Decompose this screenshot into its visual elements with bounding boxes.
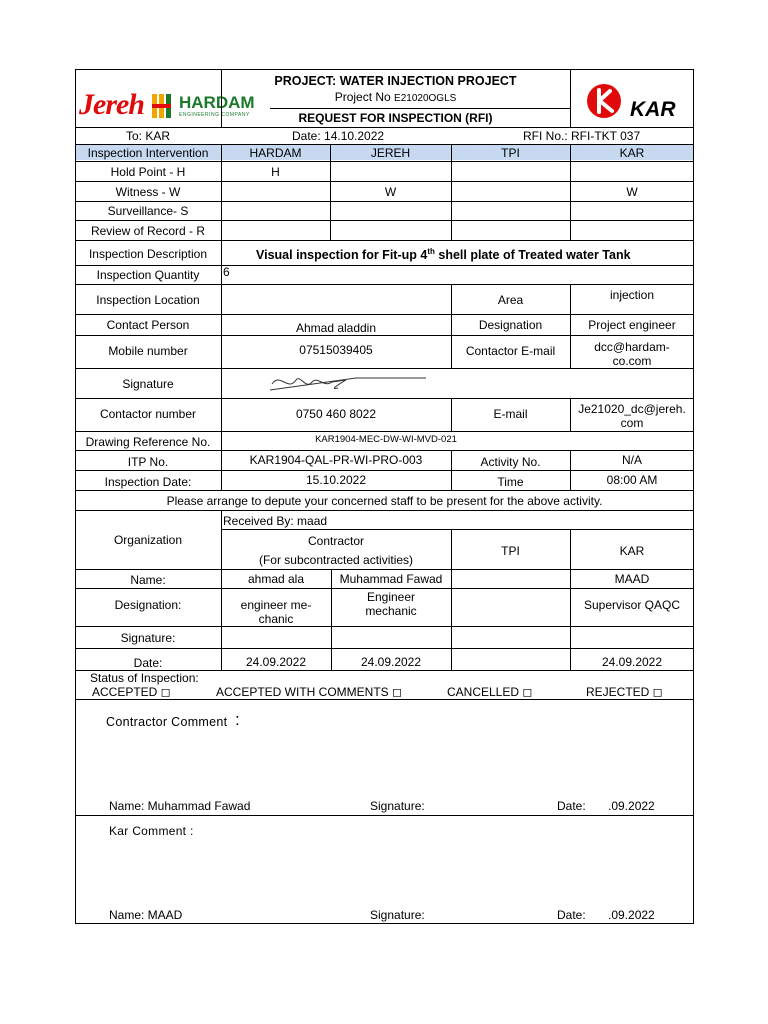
- rule: [75, 144, 694, 145]
- kar-comment-title: Kar Comment :: [109, 824, 194, 838]
- email-line2: com: [620, 416, 644, 430]
- organization-label: Organization: [113, 533, 183, 547]
- contact-person: Ahmad aladdin: [295, 321, 377, 335]
- col-hardam: HARDAM: [249, 146, 302, 160]
- rule: [221, 529, 694, 530]
- activity-number: N/A: [621, 453, 642, 467]
- name-kar: MAAD: [614, 572, 650, 586]
- name-label: Name:: [130, 573, 166, 587]
- date-row-label: Date:: [133, 656, 163, 670]
- kar-comment-signature: Signature:: [370, 908, 425, 922]
- rule: [75, 201, 694, 202]
- designation-subcontractor-line1: Engineer: [366, 590, 416, 604]
- description-post: shell plate of Treated water Tank: [434, 248, 631, 263]
- date-subcontractor: 24.09.2022: [360, 655, 422, 669]
- drawing-reference: KAR1904-MEC-DW-WI-MVD-021: [315, 434, 457, 445]
- designation-subcontractor-line2: mechanic: [365, 604, 417, 618]
- rule: [75, 335, 694, 336]
- project-number: [221, 90, 570, 106]
- area-value: injection: [609, 288, 655, 302]
- kar-label: KAR: [619, 544, 645, 558]
- witness-kar: W: [626, 185, 638, 199]
- intervention-label: Inspection Intervention: [87, 146, 209, 160]
- date-kar: 24.09.2022: [601, 655, 663, 669]
- col-tpi: TPI: [501, 146, 520, 160]
- contactor-email-line1: dcc@hardam-: [594, 340, 670, 354]
- status-cancelled[interactable]: CANCELLED ◻: [447, 685, 533, 699]
- row-hold-point: Hold Point - H: [110, 165, 186, 179]
- contractor-comment-colon: :: [235, 710, 240, 729]
- hold-hardam: H: [271, 165, 280, 179]
- rule: [75, 626, 694, 627]
- designation-contractor-line2: chanic: [258, 612, 294, 626]
- hardam-logo-text: HARDAM: [179, 93, 255, 112]
- time-label: Time: [497, 475, 524, 489]
- rule: [75, 284, 694, 285]
- name-contractor: ahmad ala: [247, 572, 305, 586]
- designation-contractor-line1: engineer me-: [240, 598, 312, 612]
- rule: [75, 431, 694, 432]
- contactor-number-label: Contactor number: [99, 407, 197, 421]
- time-value: 08:00 AM: [606, 473, 658, 487]
- activity-label: Activity No.: [480, 455, 541, 469]
- name-subcontractor: Muhammad Fawad: [339, 572, 443, 586]
- quantity-label: Inspection Quantity: [96, 268, 200, 282]
- rule: [75, 127, 694, 128]
- contractor-comment-date-label: Date:: [557, 799, 586, 813]
- drawing-label: Drawing Reference No.: [85, 435, 211, 449]
- rule: [75, 181, 694, 182]
- contractor-comment-name: Name: Muhammad Fawad: [109, 799, 251, 813]
- tpi-label: TPI: [501, 544, 520, 558]
- notice: Please arrange to depute your concerned staff to be present for the above activity.: [166, 494, 603, 508]
- description-pre: Visual inspection for Fit-up 4: [256, 248, 428, 263]
- project-number-value: E21020OGLS: [394, 93, 457, 104]
- rule: [75, 470, 694, 471]
- itp-number: KAR1904-QAL-PR-WI-PRO-003: [249, 453, 423, 467]
- kar-logo-text: KAR: [630, 98, 676, 121]
- rule: [75, 398, 694, 399]
- rule: [75, 265, 694, 266]
- rfi-number: RFI No.: RFI-TKT 037: [523, 129, 641, 143]
- itp-label: ITP No.: [127, 455, 169, 469]
- rule: [75, 240, 694, 241]
- area-label: Area: [497, 293, 524, 307]
- row-witness: Witness - W: [115, 185, 181, 199]
- rule: [75, 815, 694, 816]
- designation-label: Designation: [478, 318, 543, 332]
- project-number-label: Project No: [334, 90, 395, 104]
- signature-label: Signature: [122, 377, 174, 391]
- form-title: REQUEST FOR INSPECTION (RFI): [298, 111, 493, 125]
- mobile-label: Mobile number: [108, 344, 188, 358]
- hardam-logo-subtext: ENGINEERING COMPANY: [179, 112, 250, 118]
- col-kar: KAR: [619, 146, 645, 160]
- rule: [75, 569, 694, 570]
- status-accepted[interactable]: ACCEPTED ◻: [92, 685, 171, 699]
- contactor-email-label: Contactor E-mail: [465, 344, 556, 358]
- handwritten-signature-icon: [266, 370, 426, 396]
- location-label: Inspection Location: [96, 293, 200, 307]
- witness-jereh: W: [384, 185, 397, 199]
- rule: [570, 69, 571, 127]
- mobile-number: 07515039405: [299, 343, 373, 357]
- description-sup: th: [427, 247, 435, 256]
- signature-row-label: Signature:: [120, 631, 176, 645]
- jereh-logo: Jereh: [79, 88, 144, 121]
- status-rejected[interactable]: REJECTED ◻: [586, 685, 663, 699]
- inspection-date: 15.10.2022: [305, 473, 367, 487]
- row-surveillance: Surveillance- S: [107, 204, 189, 218]
- row-review-of-record: Review of Record - R: [90, 224, 206, 238]
- rule: [270, 108, 570, 109]
- description-label: Inspection Description: [88, 247, 208, 261]
- kar-comment-name: Name: MAAD: [109, 908, 183, 922]
- contractor-comment-signature: Signature:: [370, 799, 425, 813]
- to-field: To: KAR: [125, 129, 170, 143]
- contractor-sublabel: (For subcontracted activities): [258, 553, 414, 567]
- rule: [75, 490, 694, 491]
- contractor-comment-date: .09.2022: [608, 799, 655, 813]
- contactor-number: 0750 460 8022: [295, 407, 377, 421]
- rule: [75, 648, 694, 649]
- kar-comment-date: .09.2022: [608, 908, 655, 922]
- project-title: PROJECT: WATER INJECTION PROJECT: [274, 74, 517, 88]
- col-jereh: JEREH: [370, 146, 411, 160]
- email-line1: Je21020_dc@jereh.: [578, 402, 686, 416]
- rule: [75, 699, 694, 700]
- designation-value: Project engineer: [588, 318, 676, 332]
- contact-label: Contact Person: [106, 318, 190, 332]
- status-label: Status of Inspection:: [90, 671, 199, 685]
- inspection-quantity: 6: [223, 265, 230, 279]
- date-field: Date: 14.10.2022: [292, 129, 385, 143]
- received-by: Received By: maad: [223, 514, 328, 528]
- kar-comment-date-label: Date:: [557, 908, 586, 922]
- designation-kar: Supervisor QAQC: [583, 598, 681, 612]
- rule: [75, 314, 694, 315]
- rule: [75, 161, 694, 162]
- rule: [75, 368, 694, 369]
- inspection-description: [256, 245, 631, 262]
- date-contractor: 24.09.2022: [245, 655, 307, 669]
- contactor-email-line2: co.com: [612, 354, 652, 368]
- inspection-date-label: Inspection Date:: [104, 475, 192, 489]
- contractor-label: Contractor: [307, 534, 365, 548]
- email-label: E-mail: [493, 407, 528, 421]
- rule: [75, 588, 694, 589]
- designation-row-label: Designation:: [114, 598, 182, 612]
- status-accepted-with-comments[interactable]: ACCEPTED WITH COMMENTS ◻: [216, 685, 402, 699]
- rule: [75, 510, 694, 511]
- rule: [75, 220, 694, 221]
- contractor-comment-title: Contractor Comment: [106, 715, 228, 729]
- rule: [75, 450, 694, 451]
